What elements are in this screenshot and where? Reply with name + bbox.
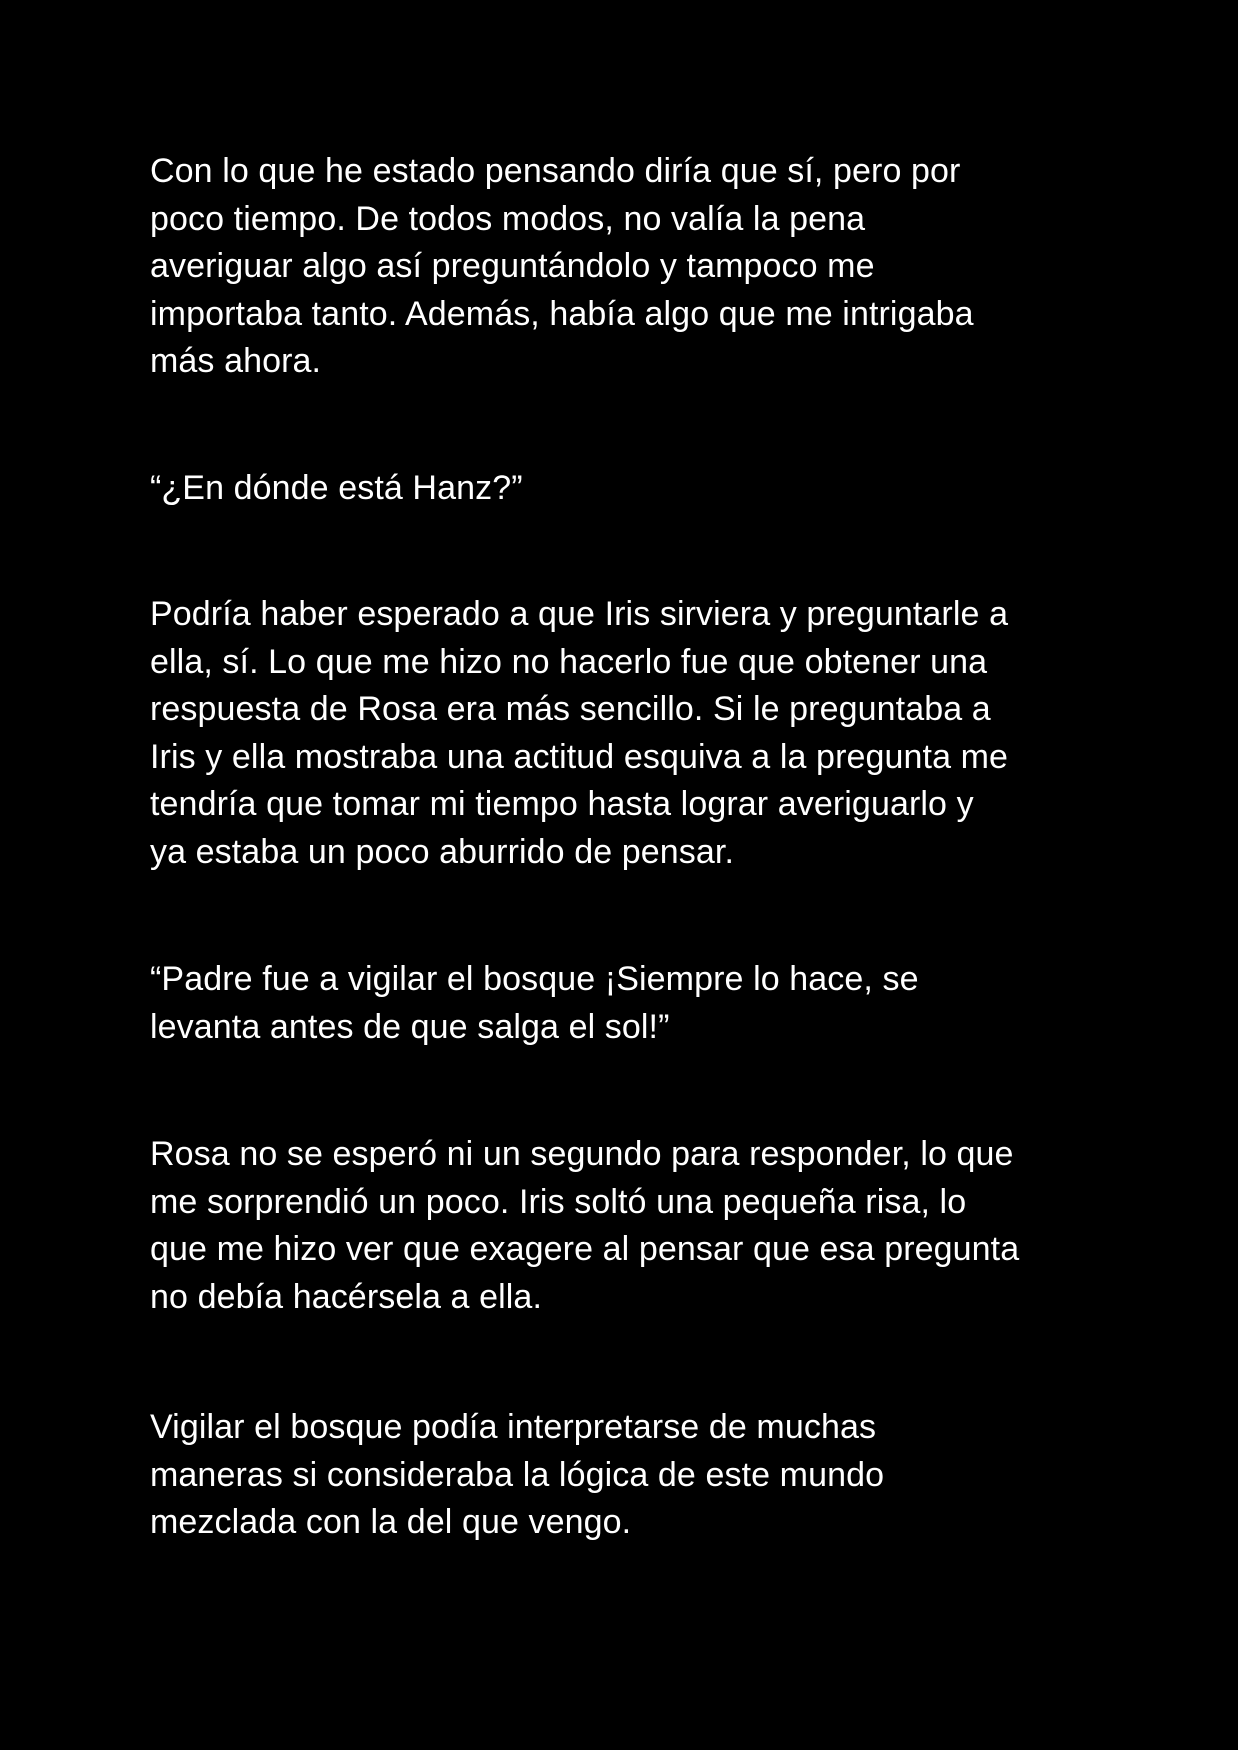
paragraph: Rosa no se esperó ni un segundo para responder, lo que me sorprendió un poco. Iris soltó una pequeña risa, lo que me hizo ver que exagere al pensar que esa pregunta no debía hacérsela a ella. bbox=[150, 1135, 1020, 1316]
dialogue-line: “Padre fue a vigilar el bosque ¡Siempre lo hace, se levanta antes de que salga el sol!” bbox=[150, 960, 919, 1046]
dialogue-line: “¿En dónde está Hanz?” bbox=[150, 469, 523, 507]
paragraph: Vigilar el bosque podía interpretarse de muchas maneras si consideraba la lógica de este mundo mezclada con la del que vengo. bbox=[150, 1408, 885, 1541]
paragraph: Podría haber esperado a que Iris sirviera y preguntarle a ella, sí. Lo que me hizo no hacerlo fue que obtener una respuesta de Rosa era más sencillo. Si le preguntaba a Iris y ella mostraba una actitud esquiva a la pregunta me tendría que tomar mi tiempo hasta lograr averiguarlo y ya estaba un poco aburrido de pensar. bbox=[150, 595, 1009, 871]
paragraph: Con lo que he estado pensando diría que sí, pero por poco tiempo. De todos modos, no valía la pena averiguar algo así preguntándolo y tampoco me importaba tanto. Además, había algo que me intrigaba más ahora. bbox=[150, 152, 974, 380]
